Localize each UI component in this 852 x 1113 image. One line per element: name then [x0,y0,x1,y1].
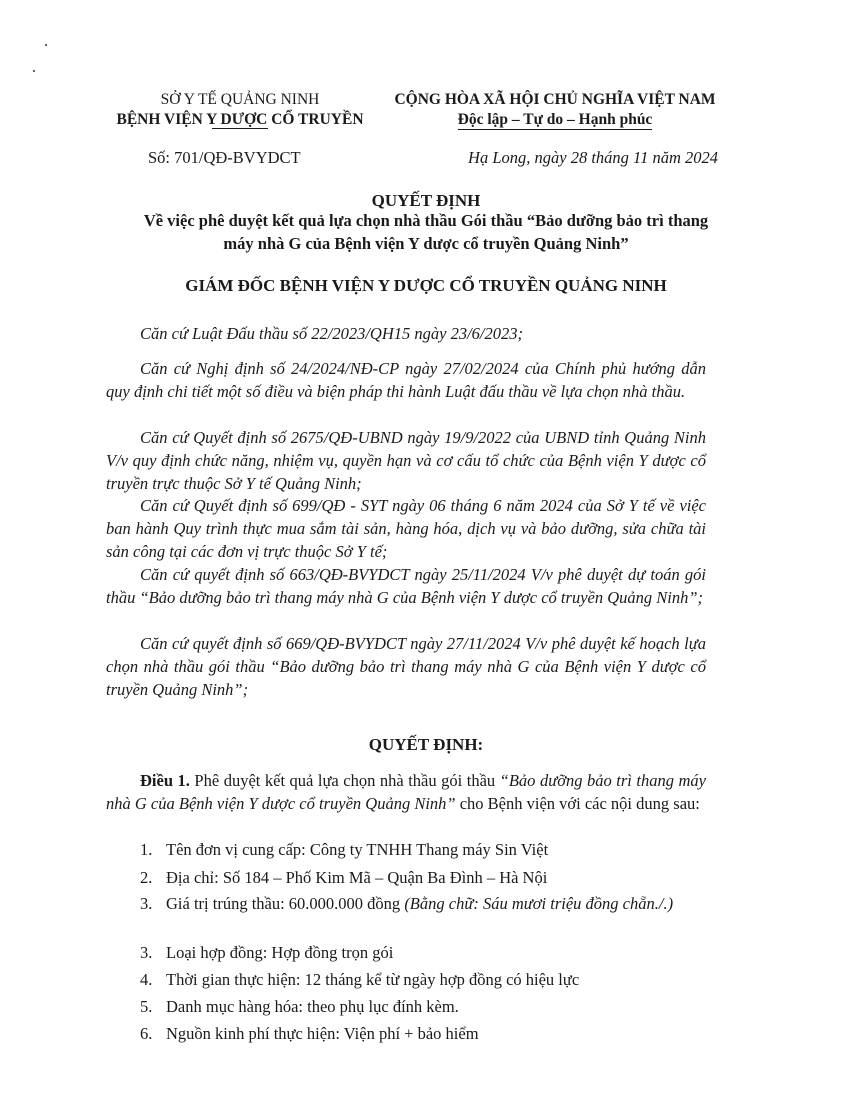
country-name: CỘNG HÒA XÃ HỘI CHỦ NGHĨA VIỆT NAM [394,91,716,108]
list-item-funding: 6. Nguồn kinh phí thực hiện: Viện phí + bảo hiểm [140,1024,479,1043]
subtitle-line-2: máy nhà G của Bệnh viện Y dược cổ truyền Quảng Ninh” [223,234,629,253]
motto: Độc lập – Tự do – Hạnh phúc [457,111,653,128]
document-number: Số: 701/QĐ-BVYDCT [148,148,301,167]
legal-basis-3: Căn cứ Quyết định số 2675/QĐ-UBND ngày 19/9/2022 của UBND tỉnh Quảng Ninh V/v quy định chức năng, nhiệm vụ, quyền hạn và cơ cấu tổ chức của Bệnh viện Y dược cổ truyền trực thuộc Sở Y tế Quảng Ninh; [106,428,706,493]
list-item-goods: 5. Danh mục hàng hóa: theo phụ lục đính kèm. [140,997,459,1016]
decision-heading: QUYẾT ĐỊNH: [368,735,484,754]
article-1: Điều 1. Phê duyệt kết quả lựa chọn nhà thầu gói thầu “Bảo dưỡng bảo trì thang máy nhà G của Bệnh viện Y dược cổ truyền Quảng Ninh” cho Bệnh viện với các nội dung sau: [106,771,706,813]
subtitle-line-1: Về việc phê duyệt kết quả lựa chọn nhà thầu Gói thầu “Bảo dưỡng bảo trì thang [143,211,709,230]
list-item-value: 3. Giá trị trúng thầu: 60.000.000 đồng (Bằng chữ: Sáu mươi triệu đồng chẵn./.) [140,894,674,913]
list-item-contract-type: 3. Loại hợp đồng: Hợp đồng trọn gói [140,943,394,962]
legal-basis-2: Căn cứ Nghị định số 24/2024/NĐ-CP ngày 27/02/2024 của Chính phủ hướng dẫn quy định chi tiết một số điều và biện pháp thi hành Luật đấu thầu về lựa chọn nhà thầu. [106,359,706,401]
legal-basis-4: Căn cứ Quyết định số 699/QĐ - SYT ngày 06 tháng 6 năm 2024 của Sở Y tế về việc ban hành Quy trình thực mua sắm tài sản, hàng hóa, dịch vụ và bảo dưỡng, sửa chữa tài sản công tại các đơn vị trực thuộc Sở Y tế; [106,496,706,561]
scan-speck [33,70,35,72]
article-1-label: Điều 1. [140,771,190,790]
place-and-date: Hạ Long, ngày 28 tháng 11 năm 2024 [468,148,718,167]
issuing-authority: GIÁM ĐỐC BỆNH VIỆN Y DƯỢC CỔ TRUYỀN QUẢNG NINH [185,276,667,295]
issuer-block [100,90,380,130]
list-item-provider: 1. Tên đơn vị cung cấp: Công ty TNHH Thang máy Sin Việt [140,840,549,859]
issuer-hospital: BỆNH VIỆN Y DƯỢC CỔ TRUYỀN [116,111,364,128]
issuer-underline [212,128,267,129]
list-item-duration: 4. Thời gian thực hiện: 12 tháng kể từ ngày hợp đồng có hiệu lực [140,970,580,989]
legal-basis-5: Căn cứ quyết định số 663/QĐ-BVYDCT ngày 25/11/2024 V/v phê duyệt dự toán gói thầu “Bảo dưỡng bảo trì thang máy nhà G của Bệnh viện Y dược cổ truyền Quảng Ninh”; [106,565,706,607]
scan-speck [45,44,47,46]
decision-subtitle [40,209,812,255]
legal-basis-1: Căn cứ Luật Đấu thầu số 22/2023/QH15 ngày 23/6/2023; [140,324,523,343]
legal-basis-6: Căn cứ quyết định số 669/QĐ-BVYDCT ngày 27/11/2024 V/v phê duyệt kế hoạch lựa chọn nhà thầu gói thầu “Bảo dưỡng bảo trì thang máy nhà G của Bệnh viện Y dược cổ truyền Quảng Ninh”; [106,634,706,699]
list-item-address: 2. Địa chỉ: Số 184 – Phố Kim Mã – Quận Ba Đình – Hà Nội [140,868,548,887]
issuer-department: SỞ Y TẾ QUẢNG NINH [160,91,320,108]
decision-title: QUYẾT ĐỊNH [371,191,481,210]
national-motto-block [380,90,730,130]
